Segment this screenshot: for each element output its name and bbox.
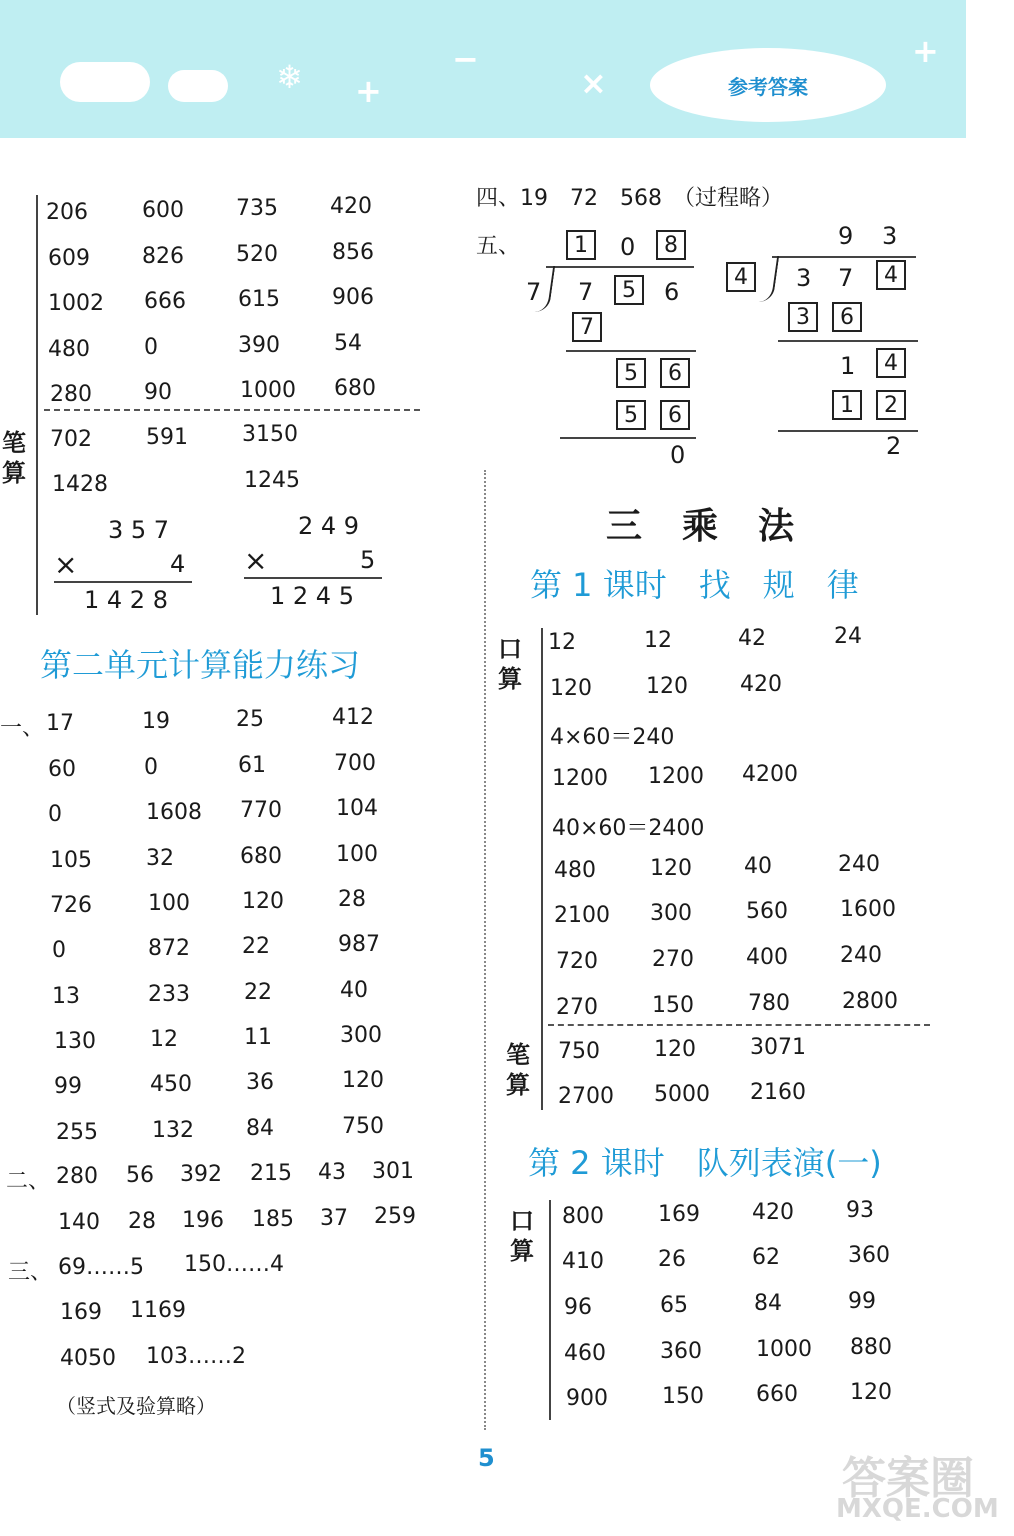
dividend-digit: 7 <box>578 278 594 306</box>
answer-value: 132 <box>152 1118 194 1143</box>
answer-value: 54 <box>334 331 362 356</box>
answer-value: 0 <box>144 755 158 780</box>
answer-value: 42 <box>738 626 766 651</box>
division-bar <box>772 256 916 258</box>
vertical-line <box>244 577 382 579</box>
vertical-multiplier: 5 <box>360 546 376 574</box>
answer-value: 22 <box>244 980 272 1005</box>
answer-value: 22 <box>242 934 270 959</box>
answer-value: 360 <box>660 1339 702 1364</box>
chapter-title: 三乘法 <box>606 506 835 547</box>
division-bracket <box>759 256 779 302</box>
written-calc-label: 笔算 <box>2 429 26 487</box>
answer-value: 3071 <box>750 1035 806 1060</box>
answer-value: 120 <box>650 856 692 881</box>
answer-value: 240 <box>840 943 882 968</box>
division-bracket <box>535 266 555 312</box>
section-divider-line <box>541 628 543 1110</box>
answer-value: 420 <box>330 194 372 219</box>
watermark-url: MXQE.COM <box>836 1494 999 1524</box>
answer-value: 735 <box>236 196 278 221</box>
divisor-box: 4 <box>726 262 756 292</box>
answer-value: 215 <box>250 1161 292 1186</box>
answer-value: 1000 <box>756 1337 812 1362</box>
step-digit-box: 3 <box>788 302 818 332</box>
answer-value: 4050 <box>60 1346 116 1371</box>
step-digit: 1 <box>840 352 856 380</box>
step-line <box>566 350 696 352</box>
answer-value: 1200 <box>648 764 704 789</box>
answer-value: 750 <box>558 1039 600 1064</box>
division-bar <box>546 266 694 268</box>
answer-value: 2100 <box>554 903 610 928</box>
multiply-sign: × <box>54 548 78 581</box>
answer-value: 206 <box>46 200 88 225</box>
answer-value: 96 <box>564 1295 592 1320</box>
answer-value: 150 <box>662 1384 704 1409</box>
answer-value: 880 <box>850 1335 892 1360</box>
answer-value: 104 <box>336 796 378 821</box>
answer-value: 150……4 <box>184 1252 284 1277</box>
step-digit-box: 1 <box>832 390 862 420</box>
answer-value: 560 <box>746 899 788 924</box>
answer-value: 93 <box>846 1198 874 1223</box>
answer-value: 84 <box>246 1116 274 1141</box>
answer-value: 400 <box>746 945 788 970</box>
cloud-decoration <box>168 70 228 102</box>
answer-value: 62 <box>752 1245 780 1270</box>
minus-decoration-icon: − <box>452 40 479 78</box>
step-digit-box: 6 <box>832 302 862 332</box>
dashed-separator <box>44 409 420 411</box>
answer-value: 410 <box>562 1249 604 1274</box>
plus-decoration-icon: + <box>355 72 382 110</box>
plus-decoration-icon: + <box>912 32 939 70</box>
answer-value: 750 <box>342 1114 384 1139</box>
answer-value: 480 <box>48 337 90 362</box>
answer-value: 103……2 <box>146 1344 246 1369</box>
answer-value: 150 <box>652 993 694 1018</box>
answer-value: 11 <box>244 1025 272 1050</box>
answer-value: 0 <box>48 802 62 827</box>
quotient-digit: 0 <box>620 233 636 261</box>
answer-value: 450 <box>150 1072 192 1097</box>
answer-value: 196 <box>182 1208 224 1233</box>
answer-value: 169 <box>60 1300 102 1325</box>
dividend-digit: 7 <box>838 264 854 292</box>
answer-value: 19 <box>142 709 170 734</box>
answer-value: 5000 <box>654 1082 710 1107</box>
answer-value: 300 <box>340 1023 382 1048</box>
answer-value: 1428 <box>52 472 108 497</box>
answer-value: 90 <box>144 380 172 405</box>
dividend-digit: 3 <box>796 264 812 292</box>
answer-value: 591 <box>146 425 188 450</box>
answer-value: 17 <box>46 711 74 736</box>
answer-value: 3150 <box>242 422 298 447</box>
question-4-answer: 四、19 72 568 （过程略） <box>476 186 783 211</box>
quotient-digit: 3 <box>882 222 898 250</box>
dashed-separator <box>548 1024 930 1026</box>
page-number: 5 <box>478 1444 495 1472</box>
answer-value: 1600 <box>840 897 896 922</box>
column-separator <box>484 470 486 1430</box>
answer-value: 25 <box>236 707 264 732</box>
step-digit-box: 4 <box>876 348 906 378</box>
answer-value: 280 <box>50 382 92 407</box>
vertical-line <box>54 581 192 583</box>
answer-value: 13 <box>52 984 80 1009</box>
vertical-product: 1 2 4 5 <box>270 582 354 610</box>
answer-value: 24 <box>834 624 862 649</box>
answer-value: 1169 <box>130 1298 186 1323</box>
answer-value: 872 <box>148 936 190 961</box>
answer-value: 1245 <box>244 468 300 493</box>
answer-value: 240 <box>838 852 880 877</box>
answer-value: 120 <box>646 674 688 699</box>
dividend-digit: 6 <box>664 278 680 306</box>
answer-value: 32 <box>146 846 174 871</box>
answer-value: 99 <box>848 1289 876 1314</box>
answer-value: 270 <box>652 947 694 972</box>
remainder: 2 <box>886 432 902 460</box>
answer-value: 666 <box>144 289 186 314</box>
answer-value: 12 <box>150 1027 178 1052</box>
answer-value: 37 <box>320 1206 348 1231</box>
answer-value: 615 <box>238 287 280 312</box>
answer-value: 12 <box>548 630 576 655</box>
answer-value: 392 <box>180 1162 222 1187</box>
answer-value: 2700 <box>558 1084 614 1109</box>
answer-value: 800 <box>562 1204 604 1229</box>
answer-value: 40 <box>340 978 368 1003</box>
vertical-multiplicand: 3 5 7 <box>108 516 170 544</box>
answer-value: 259 <box>374 1204 416 1229</box>
answer-value: 233 <box>148 982 190 1007</box>
answer-value: 120 <box>342 1068 384 1093</box>
divisor: 7 <box>526 278 542 306</box>
step-digit-box: 5 <box>616 358 646 388</box>
section-divider-line <box>36 195 38 615</box>
step-digit-box: 7 <box>572 312 602 342</box>
answer-value: 700 <box>334 751 376 776</box>
answer-value: 120 <box>550 676 592 701</box>
quotient-digit: 9 <box>838 222 854 250</box>
written-calc-label: 笔算 <box>506 1041 530 1099</box>
question-label: 五、 <box>476 234 521 259</box>
dividend-digit-box: 4 <box>876 260 906 290</box>
answer-value: 12 <box>644 628 672 653</box>
quotient-digit-box: 1 <box>566 230 596 260</box>
answer-value: 520 <box>236 242 278 267</box>
lesson-title: 第 1 课时 找 规 律 <box>530 566 859 604</box>
answer-value: 100 <box>148 891 190 916</box>
lesson-title: 第 2 课时 队列表演(一) <box>528 1144 882 1182</box>
answer-value: 255 <box>56 1120 98 1145</box>
question-label: 二、 <box>6 1169 51 1194</box>
answer-value: 140 <box>58 1210 100 1235</box>
answer-value: 40×60＝2400 <box>552 816 705 841</box>
vertical-product: 1 4 2 8 <box>84 586 168 614</box>
section-title: 第二单元计算能力练习 <box>40 646 361 684</box>
times-decoration-icon: × <box>580 64 607 102</box>
answer-value: 26 <box>658 1247 686 1272</box>
question-label: 一、 <box>0 716 45 741</box>
answer-value: 780 <box>748 991 790 1016</box>
answer-value: 702 <box>50 427 92 452</box>
answer-badge: 参考答案 <box>650 48 886 122</box>
vertical-multiplier: 4 <box>170 550 186 578</box>
answer-value: 36 <box>246 1070 274 1095</box>
answer-value: 609 <box>48 246 90 271</box>
answer-value: 0 <box>52 938 66 963</box>
answer-value: 99 <box>54 1074 82 1099</box>
answer-value: 301 <box>372 1159 414 1184</box>
oral-calc-label: 口算 <box>498 635 522 693</box>
answer-value: 826 <box>142 244 184 269</box>
answer-value: 185 <box>252 1207 294 1232</box>
answer-value: 4×60＝240 <box>550 725 675 750</box>
answer-value: 0 <box>144 335 158 360</box>
answer-value: 1608 <box>146 800 202 825</box>
answer-value: 84 <box>754 1291 782 1316</box>
answer-value: 1002 <box>48 291 104 316</box>
quotient-digit-box: 8 <box>656 230 686 260</box>
answer-value: 420 <box>740 672 782 697</box>
answer-value: 270 <box>556 995 598 1020</box>
vertical-multiplicand: 2 4 9 <box>298 512 360 540</box>
answer-value: 412 <box>332 705 374 730</box>
answer-value: 420 <box>752 1200 794 1225</box>
answer-value: 720 <box>556 949 598 974</box>
answer-value: 390 <box>238 333 280 358</box>
section-divider-line <box>549 1200 551 1420</box>
remainder: 0 <box>670 441 686 469</box>
answer-value: 856 <box>332 240 374 265</box>
cloud-decoration <box>60 62 150 102</box>
multiply-sign: × <box>244 544 268 577</box>
answer-value: 360 <box>848 1243 890 1268</box>
answer-value: 2800 <box>842 989 898 1014</box>
answer-value: 1000 <box>240 378 296 403</box>
step-digit-box: 6 <box>660 358 690 388</box>
answer-value: 28 <box>338 887 366 912</box>
answer-value: 130 <box>54 1029 96 1054</box>
answer-value: 60 <box>48 757 76 782</box>
answer-value: 120 <box>850 1380 892 1405</box>
answer-value: 4200 <box>742 762 798 787</box>
answer-value: 680 <box>240 844 282 869</box>
dividend-digit-box: 5 <box>614 275 644 305</box>
answer-value: 69……5 <box>58 1255 144 1280</box>
answer-value: 660 <box>756 1382 798 1407</box>
snowflake-icon: ❄ <box>276 58 303 96</box>
answer-value: 61 <box>238 753 266 778</box>
answer-value: 906 <box>332 285 374 310</box>
answer-value: 105 <box>50 848 92 873</box>
step-digit-box: 6 <box>660 400 690 430</box>
answer-value: 169 <box>658 1202 700 1227</box>
answer-value: 120 <box>242 889 284 914</box>
answer-value: 770 <box>240 798 282 823</box>
answer-value: 460 <box>564 1341 606 1366</box>
answer-value: 40 <box>744 854 772 879</box>
answer-value: 43 <box>318 1160 346 1185</box>
oral-calc-label: 口算 <box>510 1207 534 1265</box>
answer-value: 56 <box>126 1163 154 1188</box>
step-line <box>560 437 696 439</box>
answer-value: 480 <box>554 858 596 883</box>
answer-value: 2160 <box>750 1080 806 1105</box>
watermark-logo: 答案圈 <box>842 1453 974 1504</box>
step-line <box>778 340 918 342</box>
answer-value: 100 <box>336 842 378 867</box>
note-text: （竖式及验算略） <box>56 1394 216 1418</box>
answer-value: 1200 <box>552 766 608 791</box>
answer-value: 28 <box>128 1209 156 1234</box>
answer-value: 65 <box>660 1293 688 1318</box>
step-digit-box: 5 <box>616 400 646 430</box>
answer-value: 900 <box>566 1386 608 1411</box>
answer-value: 680 <box>334 376 376 401</box>
answer-value: 600 <box>142 198 184 223</box>
answer-value: 120 <box>654 1037 696 1062</box>
question-label: 三、 <box>8 1260 53 1285</box>
answer-value: 987 <box>338 932 380 957</box>
step-digit-box: 2 <box>876 390 906 420</box>
answer-value: 280 <box>56 1164 98 1189</box>
answer-value: 300 <box>650 901 692 926</box>
answer-value: 726 <box>50 893 92 918</box>
